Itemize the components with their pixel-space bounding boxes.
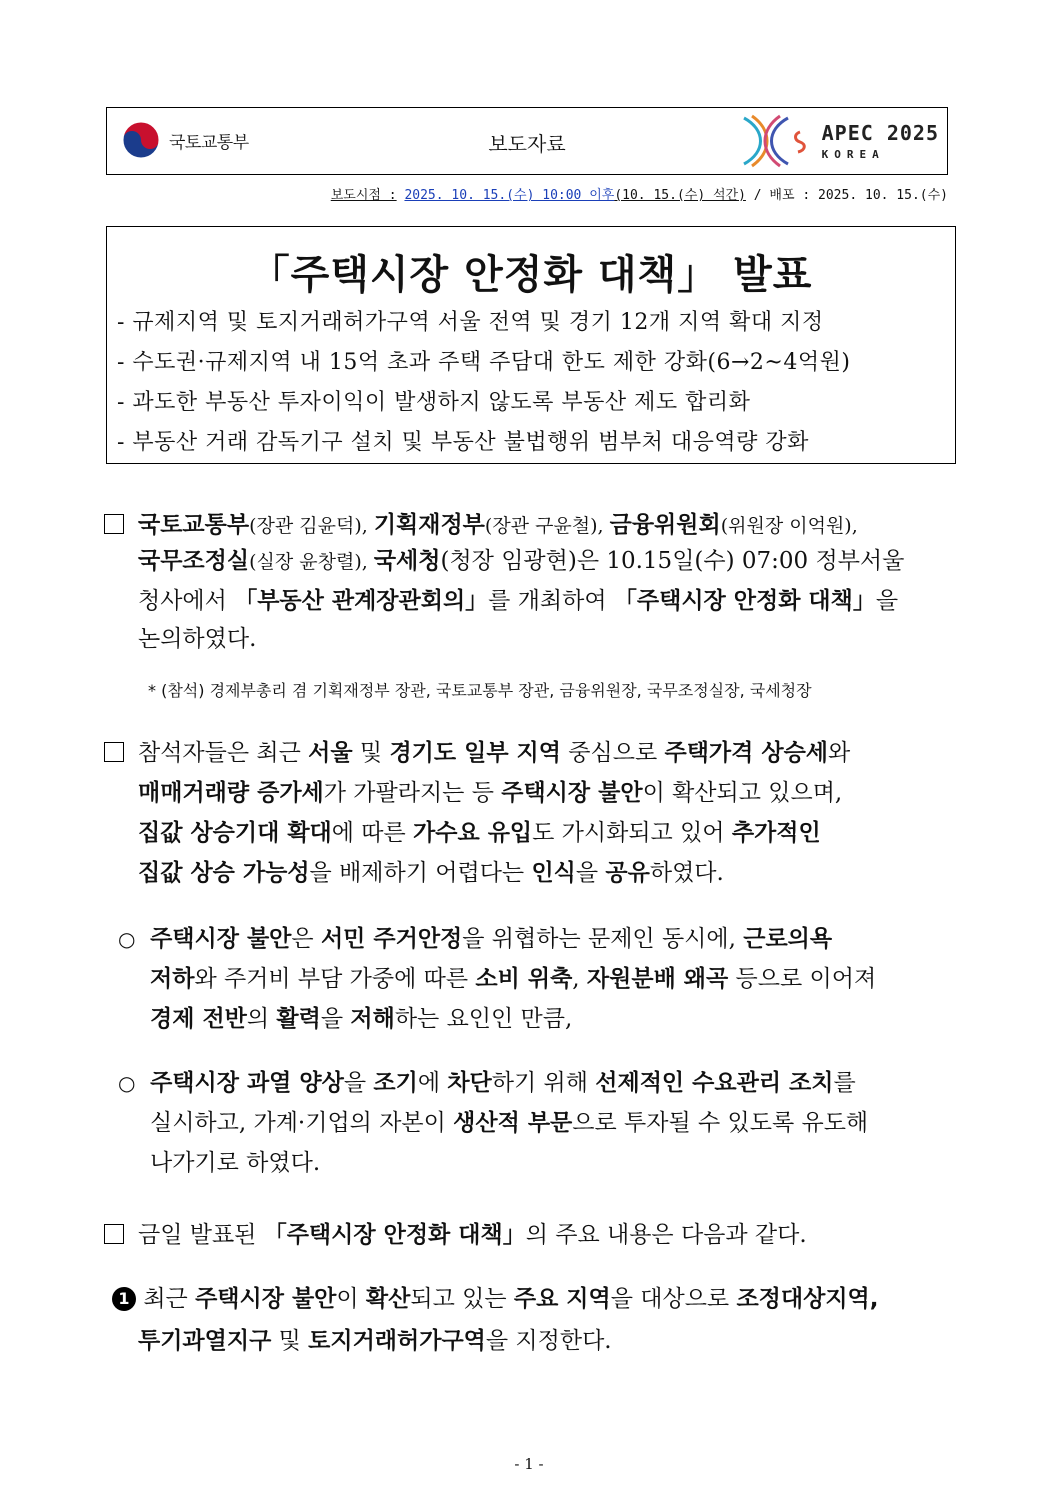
bullet-1-line-2 xyxy=(150,960,876,993)
emph: 투기과열지구 xyxy=(138,1328,272,1354)
page-number: - 1 - xyxy=(514,1455,544,1473)
emph: 자원분배 왜곡 xyxy=(586,966,729,992)
text: 의 xyxy=(246,1006,277,1032)
org-moltm: 국토교통부 xyxy=(138,512,250,538)
emph: 경기도 일부 지역 xyxy=(389,740,561,766)
emph: 조기 xyxy=(373,1070,418,1096)
subtitle-4: - 부동산 거래 감독기구 설치 및 부동산 불법행위 범부처 대응역량 강화 xyxy=(117,430,809,455)
emph: 가수요 유입 xyxy=(413,820,533,846)
text: 도 가시화되고 있어 xyxy=(532,820,732,846)
text: 하였다. xyxy=(649,860,724,886)
text: 이 확산되고 있으며, xyxy=(642,780,843,806)
text: 을 대상으로 xyxy=(610,1286,737,1312)
org-nts: 국세청 xyxy=(373,548,441,574)
emph: 경제 전반 xyxy=(150,1006,247,1032)
emph: 생산적 부문 xyxy=(453,1110,573,1136)
square-bullet-icon xyxy=(104,514,124,534)
emph: 선제적인 수요관리 조치 xyxy=(595,1070,834,1096)
text: 중심으로 xyxy=(560,740,665,766)
emph: 주택시장 과열 양상 xyxy=(150,1070,344,1096)
paragraph-1-line-2 xyxy=(138,542,904,575)
bullet-item-2 xyxy=(118,1064,958,1184)
subtitle-3: - 과도한 부동산 투자이익이 발생하지 않도록 부동산 제도 합리화 xyxy=(117,390,751,415)
numbered-item-1 xyxy=(112,1280,958,1360)
org-opm: 국무조정실 xyxy=(138,548,250,574)
text: 은 xyxy=(291,926,321,952)
text: 을 xyxy=(875,588,899,614)
text: 을 위협하는 문제인 동시에, xyxy=(462,926,744,952)
text: 최근 xyxy=(143,1286,196,1312)
paragraph-2-line-3 xyxy=(138,814,821,847)
emph: 추가적인 xyxy=(731,820,821,846)
emph: 소비 위축 xyxy=(475,966,573,992)
text: 등으로 이어져 xyxy=(728,966,877,992)
emph: 매매거래량 증가세 xyxy=(138,780,324,806)
text: 청사에서 xyxy=(138,588,235,614)
bullet-1-line-3 xyxy=(150,1000,572,1033)
apec-country: KOREA xyxy=(821,147,885,161)
paragraph-1-line-1 xyxy=(104,506,858,539)
paragraph-2-line-2 xyxy=(138,774,842,807)
paragraph-1 xyxy=(104,500,958,670)
text: 를 개최하여 xyxy=(488,588,614,614)
emph: 활력 xyxy=(276,1006,321,1032)
release-datetime: 2025. 10. 15.(수) 10:00 이후 xyxy=(404,188,615,203)
subtitle-2: - 수도권·규제지역 내 15억 초과 주택 주담대 한도 제한 강화(6→2~4억원) xyxy=(117,350,851,375)
text: 및 xyxy=(271,1328,309,1354)
emph: 차단 xyxy=(447,1070,492,1096)
bullet-1-line-1 xyxy=(118,920,832,953)
release-separator: / xyxy=(745,188,770,203)
emph: 토지거래허가구역 xyxy=(308,1328,486,1354)
square-bullet-icon xyxy=(104,1224,124,1244)
subtitle-1: - 규제지역 및 토지거래허가구역 서울 전역 및 경기 12개 지역 확대 지정 xyxy=(117,310,824,335)
text: 되고 있는 xyxy=(410,1286,514,1312)
emph: 주택시장 불안 xyxy=(195,1286,337,1312)
press-release-label: 보도자료 xyxy=(488,132,566,156)
bullet-2-line-1 xyxy=(118,1064,856,1097)
apec-year: APEC 2025 xyxy=(821,120,939,145)
text: 을 배제하기 어렵다는 xyxy=(309,860,532,886)
org-moltm-head: (장관 김윤덕), xyxy=(249,515,374,537)
text: 및 xyxy=(352,740,390,766)
paragraph-3 xyxy=(104,1216,958,1256)
number-one-bullet-icon: 1 xyxy=(112,1287,136,1311)
circle-bullet-icon: ○ xyxy=(118,1071,136,1095)
emph: 집값 상승 가능성 xyxy=(138,860,310,886)
distribution-date: 2025. 10. 15.(수) xyxy=(818,188,948,203)
org-mofe: 기획재정부 xyxy=(373,512,485,538)
policy-name: 「주택시장 안정화 대책」 xyxy=(613,588,876,614)
text: 에 xyxy=(417,1070,448,1096)
page-title: 「주택시장 안정화 대책」 발표 xyxy=(249,252,813,298)
emph: 공유 xyxy=(605,860,650,886)
emph: 주택시장 불안 xyxy=(501,780,643,806)
text: 을 지정한다. xyxy=(485,1328,612,1354)
org-opm-head: (실장 윤창렬), xyxy=(249,551,374,573)
emph: 서울 xyxy=(308,740,353,766)
org-fsc-head: (위원장 이억원), xyxy=(720,515,858,537)
paragraph-1-line-4: 논의하였다. xyxy=(138,626,257,652)
text: 에 따른 xyxy=(331,820,414,846)
paragraph-3-line-1 xyxy=(104,1216,807,1249)
apec-logo xyxy=(736,112,939,170)
text: 를 xyxy=(833,1070,856,1096)
paragraph-1-line-3 xyxy=(138,582,898,615)
text: 와 주거비 부담 가중에 따른 xyxy=(194,966,476,992)
paragraph-2-line-4 xyxy=(138,854,724,887)
square-bullet-icon xyxy=(104,742,124,762)
ministry-name: 국토교통부 xyxy=(169,132,249,153)
text: 와 xyxy=(828,740,851,766)
text: , xyxy=(572,966,587,992)
emph: 주택가격 상승세 xyxy=(664,740,829,766)
text: 으로 투자될 수 있도록 유도해 xyxy=(572,1110,869,1136)
emph: 저하 xyxy=(150,966,195,992)
distribution-label: 배포 : xyxy=(769,188,819,203)
emph: 조정대상지역, xyxy=(736,1286,879,1312)
org-mofe-head: (장관 구윤철), xyxy=(484,515,610,537)
release-line xyxy=(331,184,948,203)
meeting-datetime-text: (청장 임광현)은 10.15일(수) 07:00 정부서울 xyxy=(440,548,905,574)
policy-name: 「주택시장 안정화 대책」 xyxy=(263,1222,526,1248)
emph: 주요 지역 xyxy=(513,1286,611,1312)
text: 실시하고, 가계·기업의 자본이 xyxy=(150,1110,454,1136)
emph: 주택시장 불안 xyxy=(150,926,292,952)
numbered-1-line-1 xyxy=(112,1280,879,1313)
header-box xyxy=(106,107,948,175)
text: 을 xyxy=(575,860,606,886)
meeting-name: 「부동산 관계장관회의」 xyxy=(234,588,489,614)
text: 금일 발표된 xyxy=(138,1222,264,1248)
circle-bullet-icon: ○ xyxy=(118,927,136,951)
text: 이 xyxy=(336,1286,366,1312)
text: 하기 위해 xyxy=(491,1070,596,1096)
text: 을 xyxy=(320,1006,351,1032)
emph: 확산 xyxy=(365,1286,411,1312)
paragraph-2-line-1 xyxy=(104,734,850,767)
emph: 서민 주거안정 xyxy=(320,926,463,952)
emph: 근로의욕 xyxy=(743,926,833,952)
emph: 집값 상승기대 확대 xyxy=(138,820,332,846)
numbered-1-line-2 xyxy=(138,1322,612,1355)
attendees-note: * (참석) 경제부총리 겸 기획재정부 장관, 국토교통부 장관, 금융위원장, 국무조정실장, 국세청장 xyxy=(148,681,812,700)
bullet-2-line-2 xyxy=(150,1104,868,1137)
text: 참석자들은 최근 xyxy=(138,740,309,766)
paragraph-2 xyxy=(104,730,958,890)
release-label: 보도시점 : xyxy=(330,188,397,203)
text: 의 주요 내용은 다음과 같다. xyxy=(525,1222,807,1248)
text: 을 xyxy=(343,1070,374,1096)
release-paper: (10. 15.(수) 석간) xyxy=(614,188,746,203)
text: 가 가팔라지는 등 xyxy=(323,780,502,806)
org-fsc: 금융위원회 xyxy=(609,512,721,538)
apec-emblem-icon xyxy=(736,112,816,170)
emph: 인식 xyxy=(531,860,576,886)
bullet-2-line-3: 나가기로 하였다. xyxy=(150,1150,321,1176)
bullet-item-1 xyxy=(118,920,958,1040)
emph: 저해 xyxy=(350,1006,395,1032)
text: 하는 요인인 만큼, xyxy=(394,1006,573,1032)
title-box xyxy=(106,226,956,464)
